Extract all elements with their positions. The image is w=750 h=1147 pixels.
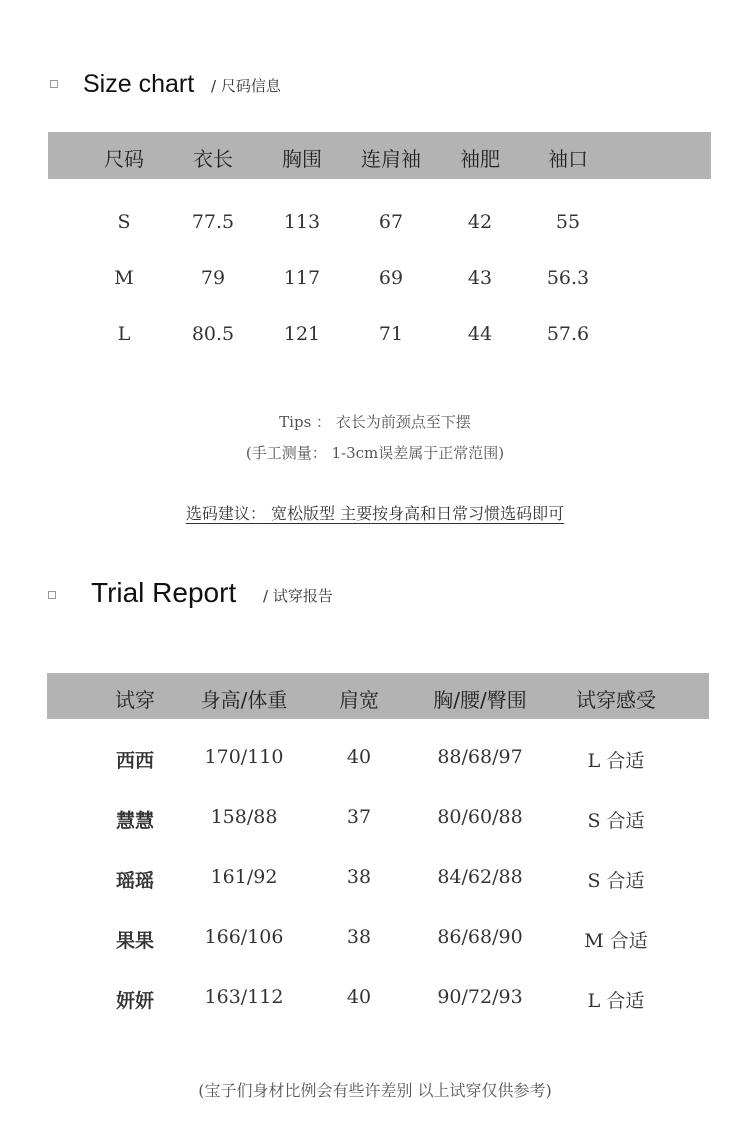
table-cell: 117 — [283, 267, 321, 289]
table-cell: 79 — [200, 267, 226, 289]
table-cell: 170/110 — [204, 746, 284, 768]
table-cell: L — [117, 323, 131, 345]
table-cell: 158/88 — [210, 806, 278, 828]
size-chart-subtitle: / 尺码信息 — [211, 77, 281, 95]
table-cell: 40 — [346, 746, 372, 768]
size-chart-title: Size chart — [83, 70, 195, 98]
trial-report-title: Trial Report — [91, 577, 237, 608]
table-cell: 55 — [555, 211, 581, 233]
size-advice — [0, 501, 750, 524]
table-cell: 56.3 — [546, 267, 590, 289]
table-cell: 38 — [346, 866, 372, 888]
table-cell: 57.6 — [546, 323, 590, 345]
table-cell: 妍妍 — [115, 990, 155, 1012]
table-cell: 71 — [378, 323, 404, 345]
column-header: 尺码 — [104, 147, 144, 171]
table-cell: 慧慧 — [115, 810, 155, 832]
table-cell: 113 — [283, 211, 321, 233]
table-cell: 86/68/90 — [437, 926, 523, 948]
column-header: 身高/体重 — [200, 688, 288, 712]
table-cell: 121 — [283, 323, 321, 345]
table-cell: M 合适 — [584, 930, 648, 952]
table-cell: S — [117, 211, 131, 233]
table-cell: 43 — [467, 267, 493, 289]
table-cell: 果果 — [115, 930, 155, 952]
trial-report-footer: (宝子们身材比例会有些许差别 以上试穿仅供参考) — [198, 1081, 552, 1100]
table-cell: 瑶瑶 — [115, 870, 155, 892]
table-cell: S 合适 — [587, 870, 645, 892]
column-header: 袖肥 — [460, 147, 500, 171]
table-cell: 84/62/88 — [437, 866, 523, 888]
table-cell: 163/112 — [204, 986, 284, 1008]
table-cell: 90/72/93 — [437, 986, 523, 1008]
tips-line-2: (手工测量： 1-3cm误差属于正常范围) — [245, 444, 505, 462]
size-advice-text: 选码建议： 宽松版型 主要按身高和日常习惯选码即可 — [185, 504, 565, 523]
table-cell: 69 — [378, 267, 404, 289]
table-cell: 42 — [467, 211, 493, 233]
column-header: 连肩袖 — [361, 147, 421, 171]
table-cell: L 合适 — [587, 750, 645, 772]
table-cell: L 合适 — [587, 990, 645, 1012]
table-cell: 80.5 — [191, 323, 235, 345]
table-cell: S 合适 — [587, 810, 645, 832]
bullet-icon — [50, 80, 58, 88]
column-header: 试穿感受 — [576, 688, 656, 712]
table-cell: 88/68/97 — [437, 746, 523, 768]
table-cell: 161/92 — [210, 866, 278, 888]
bullet-icon — [48, 591, 56, 599]
table-cell: 38 — [346, 926, 372, 948]
trial-report-subtitle: / 试穿报告 — [263, 587, 333, 605]
table-cell: 44 — [467, 323, 493, 345]
table-cell: 166/106 — [204, 926, 284, 948]
tips-line-1: Tips ： 衣长为前颈点至下摆 — [279, 413, 471, 431]
column-header: 胸/腰/臀围 — [433, 688, 527, 712]
table-cell: M — [114, 267, 134, 289]
table-cell: 西西 — [115, 750, 155, 772]
column-header: 袖口 — [548, 147, 588, 171]
table-cell: 37 — [346, 806, 372, 828]
table-cell: 77.5 — [191, 211, 235, 233]
column-header: 衣长 — [193, 147, 233, 171]
column-header: 胸围 — [282, 147, 322, 171]
table-cell: 80/60/88 — [437, 806, 523, 828]
table-cell: 67 — [378, 211, 404, 233]
column-header: 肩宽 — [339, 688, 379, 712]
table-cell: 40 — [346, 986, 372, 1008]
column-header: 试穿 — [115, 688, 155, 712]
